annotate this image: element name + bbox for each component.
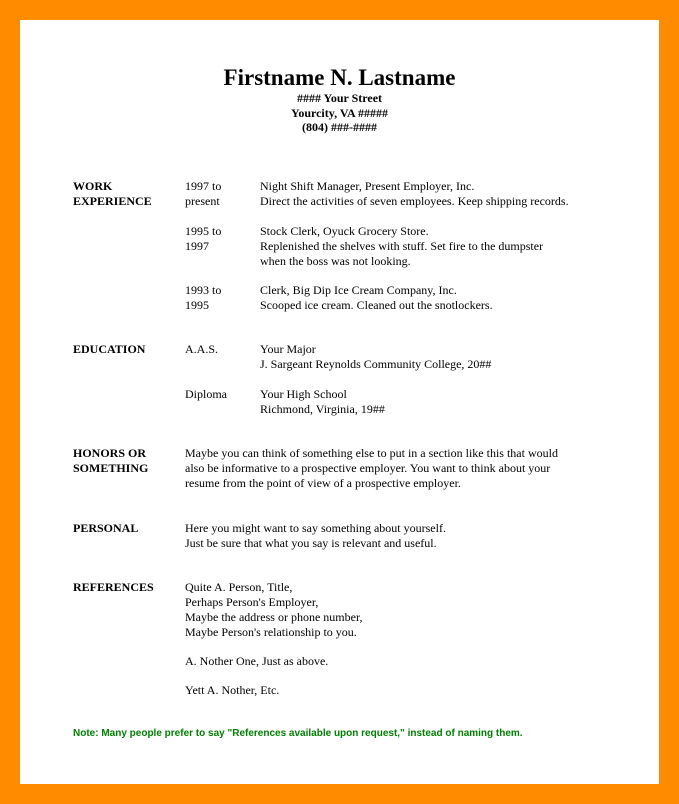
resume-page <box>20 20 659 784</box>
degree: A.A.S. <box>185 342 219 356</box>
references-note: Note: Many people prefer to say "References available upon request," instead of naming them. <box>73 728 523 739</box>
job-dates: 1995 to 1997 <box>185 224 222 253</box>
section-label-honors: HONORS OR SOMETHING <box>73 446 149 475</box>
phone-number: (804) ###-#### <box>302 120 377 134</box>
section-label-education: EDUCATION <box>73 342 146 356</box>
job-description: Night Shift Manager, Present Employer, Inc. Direct the activities of seven employees. Keep shipping records. <box>260 179 569 208</box>
section-label-personal: PERSONAL <box>73 521 139 535</box>
job-description: Stock Clerk, Oyuck Grocery Store. Replenished the shelves with stuff. Set fire to the dumpster when the boss was not looking. <box>260 224 544 268</box>
reference-primary: Quite A. Person, Title, Perhaps Person's Employer, Maybe the address or phone number, Maybe Person's relationship to you. <box>185 580 363 639</box>
degree: Diploma <box>185 387 227 401</box>
section-label-work-experience: WORK EXPERIENCE <box>73 179 152 208</box>
job-dates: 1993 to 1995 <box>185 283 222 312</box>
honors-text: Maybe you can think of something else to put in a section like this that would also be informative to a prospective employer. You want to think about your resume from the point of view of a prospective employer. <box>185 446 558 490</box>
job-dates: 1997 to present <box>185 179 222 208</box>
street-address: #### Your Street <box>296 91 383 105</box>
applicant-name: Firstname N. Lastname <box>223 65 456 90</box>
reference-other: Yett A. Nother, Etc. <box>185 683 280 697</box>
education-details: Your High School Richmond, Virginia, 19## <box>260 387 385 416</box>
personal-text: Here you might want to say something about yourself. Just be sure that what you say is relevant and useful. <box>185 521 446 550</box>
reference-other: A. Nother One, Just as above. <box>185 654 329 668</box>
city-state-zip: Yourcity, VA ##### <box>290 105 389 120</box>
job-description: Clerk, Big Dip Ice Cream Company, Inc. Scooped ice cream. Cleaned out the snotlockers. <box>260 283 493 312</box>
education-details: Your Major J. Sargeant Reynolds Community College, 20## <box>260 342 492 371</box>
section-label-references: REFERENCES <box>73 580 154 594</box>
resume-header <box>20 65 659 135</box>
